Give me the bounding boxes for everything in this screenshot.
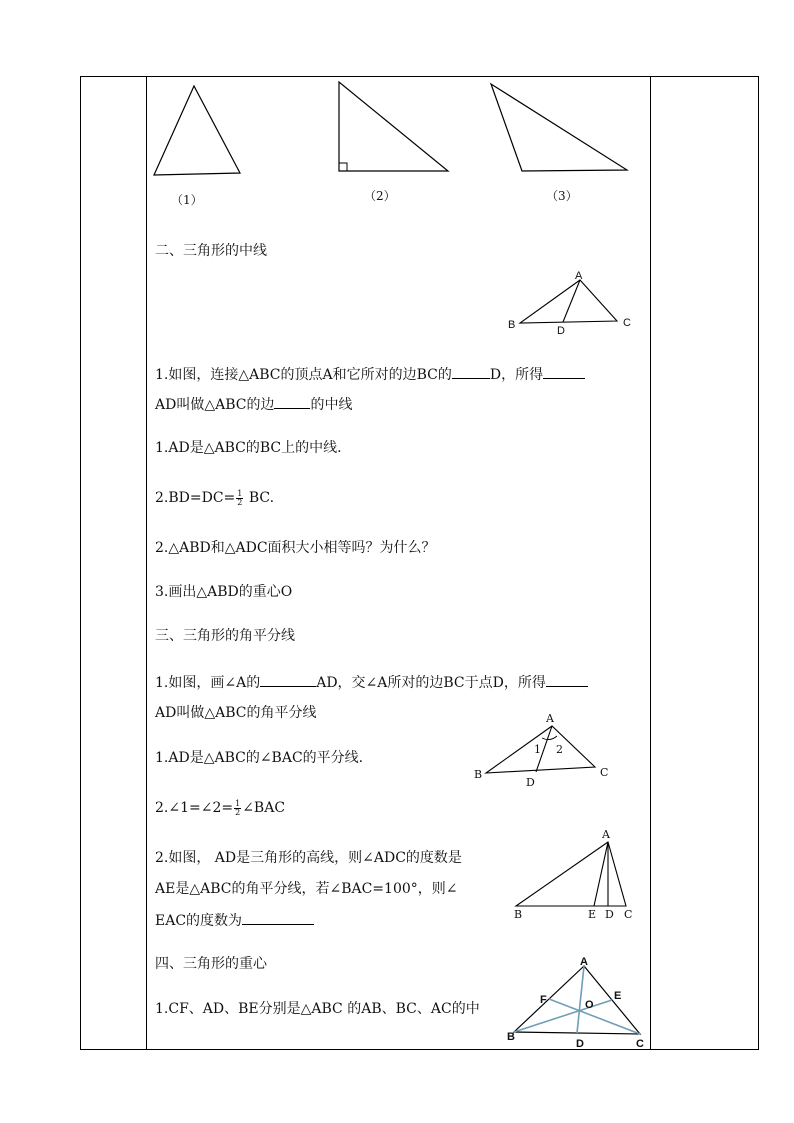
caption-1: （1） xyxy=(171,193,203,207)
median-label-a: A xyxy=(575,270,583,282)
bisector-label-d: D xyxy=(526,776,535,789)
bisector-label-b: B xyxy=(474,768,483,781)
section-title-median: 二、三角形的中线 xyxy=(155,243,267,259)
bisector-angle-2: 2 xyxy=(556,743,563,756)
triangle-figure-right xyxy=(333,78,453,176)
median-label-c: C xyxy=(623,317,631,329)
bisector-point-1: 1.AD是△ABC的∠BAC的平分线. xyxy=(155,750,364,766)
caption-2: （2） xyxy=(364,189,396,203)
centroid-label-b: B xyxy=(507,1031,515,1043)
blank-eac-angle[interactable] xyxy=(242,910,314,925)
caption-3: （3） xyxy=(546,189,578,203)
altitude-label-b: B xyxy=(514,908,523,921)
median-point-2: 2.BD=DC= $\frac{1}{2}$ BC. xyxy=(155,488,275,507)
fraction-half: $\frac{1}{2}$ xyxy=(237,488,243,507)
median-question-line2: AD叫做△ABC的边 的中线 xyxy=(155,394,352,415)
median-question-3: 3.画出△ABD的重心O xyxy=(155,584,293,600)
altitude-label-e: E xyxy=(588,908,597,921)
blank-bisector-segment[interactable] xyxy=(546,672,588,687)
median-point-1: 1.AD是△ABC的BC上的中线. xyxy=(155,440,342,456)
altitude-figure xyxy=(508,826,642,922)
median-figure xyxy=(505,266,635,338)
blank-median-side[interactable] xyxy=(274,394,310,409)
median-question-line1: 1.如图，连接△ABC的顶点A和它所对的边BC的 D，所得 xyxy=(155,364,585,385)
centroid-question-1: 1.CF、AD、BE分别是△ABC 的AB、BC、AC的中 xyxy=(155,1001,480,1017)
blank-median-point[interactable] xyxy=(452,364,490,379)
centroid-label-c: C xyxy=(636,1038,644,1050)
blank-bisector-term[interactable] xyxy=(260,672,316,687)
triangle-figure-acute xyxy=(150,80,250,180)
section-title-bisector: 三、三角形的角平分线 xyxy=(155,628,295,644)
median-label-b: B xyxy=(508,319,516,331)
bisector-figure xyxy=(470,712,616,792)
centroid-label-e: E xyxy=(614,990,622,1002)
median-label-d: D xyxy=(557,325,565,337)
median-question-2: 2.△ABD和△ADC面积大小相等吗？为什么？ xyxy=(155,540,436,556)
altitude-question-line2: AE是△ABC的角平分线，若∠BAC=100°，则∠ xyxy=(155,881,458,897)
bisector-question-line1: 1.如图，画∠A的 AD，交∠A所对的边BC于点D，所得 xyxy=(155,672,588,693)
altitude-label-d: D xyxy=(605,908,614,921)
altitude-label-a: A xyxy=(602,828,610,841)
bisector-label-c: C xyxy=(600,766,609,779)
bisector-angle-1: 1 xyxy=(534,743,541,756)
centroid-figure xyxy=(505,955,645,1050)
altitude-question-line3: EAC的度数为 xyxy=(155,910,314,931)
table-column-divider-right xyxy=(650,76,651,1050)
fraction-half-2: $\frac{1}{2}$ xyxy=(235,798,241,817)
centroid-label-d: D xyxy=(576,1038,584,1050)
table-column-divider-left xyxy=(146,76,147,1050)
blank-median-segment[interactable] xyxy=(543,364,585,379)
altitude-question-line1: 2.如图， AD是三角形的高线，则∠ADC的度数是 xyxy=(155,850,462,866)
section-title-centroid: 四、三角形的重心 xyxy=(155,956,267,972)
centroid-label-o: O xyxy=(585,999,594,1011)
table-frame xyxy=(80,76,759,1050)
centroid-label-a: A xyxy=(580,956,588,968)
triangle-figure-obtuse xyxy=(486,80,632,176)
bisector-question-line2: AD叫做△ABC的角平分线 xyxy=(155,705,317,721)
altitude-label-c: C xyxy=(624,908,633,921)
bisector-label-a: A xyxy=(546,712,554,725)
bisector-point-2: 2.∠1=∠2= $\frac{1}{2}$ ∠BAC xyxy=(155,798,286,817)
centroid-label-f: F xyxy=(540,994,547,1006)
